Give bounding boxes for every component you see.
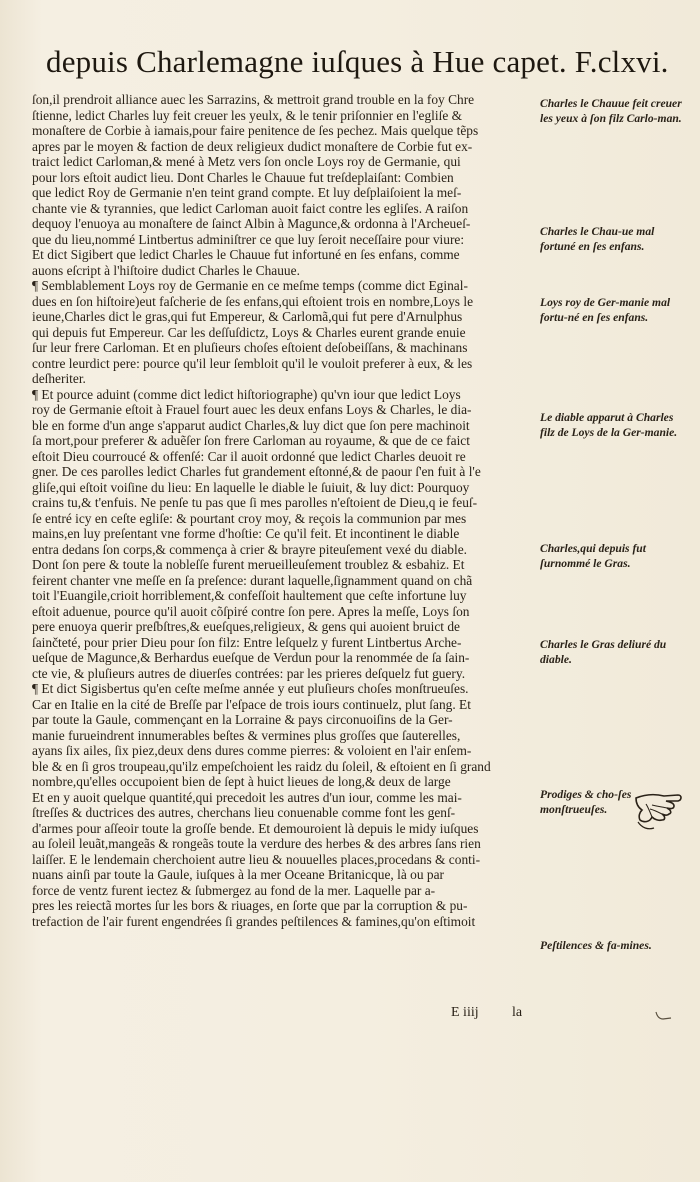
text-line: trefaction de l'air furent engendrées ſi grandes peſtilences & famines,qu'on eſtimoit (32, 913, 476, 929)
text-line: ſtreſſes & ductrices des autres, cherchans lieu conuenable comme font les genſ- (32, 805, 456, 820)
text-line: apres par le moyen & faction de deux religieux dudict monaſtere de Corbie fut ex- (32, 138, 473, 154)
text-line: ble en forme d'un ange s'apparut audict Charles,& luy dict que ſon pere machinoit (32, 417, 470, 433)
text-line: Et en y auoit quelque quantité,qui precedoit les autres d'un iour, comme les mai- (32, 789, 462, 805)
text-line: que du lieu,nommé Lintbertus adminiſtrer ce que luy ſeroit neceſſaire pour viure: (32, 231, 465, 247)
text-line: ſainčteté, pour prier Dieu pour ſon filz: Entre leſquelz y furent Lintbertus Arche- (32, 634, 462, 650)
text-line: ſon,il prendroit alliance auec les Sarrazins, & mettroit grand trouble en la foy Chre (32, 92, 475, 107)
text-line: manie furueindrent innumerables beſtes & vermines plus groſſes que ſauterelles, (32, 727, 461, 743)
text-line: deſheriter. (32, 371, 86, 386)
catchword: la (512, 1005, 523, 1020)
margin-note: Charles le Gras deliuré du diable. (540, 638, 667, 666)
text-line: ieune,Charles dict le gras,qui fut Empereur, & Carlomã,qui fut pere d'Arnulphus (32, 309, 463, 324)
margin-note: Charles le Chau-ue mal fortuné en ſes enfans. (540, 225, 655, 253)
text-line: ¶ Et dict Sigisbertus qu'en ceſte meſme année y eut pluſieurs choſes monſtrueuſes. (32, 681, 469, 696)
text-line: nuans ainſi par toute la Gaule, iuſques à la mer Oceane Britanicque, là ou par (32, 867, 444, 882)
text-line: chante vie & tyrannies, que ledict Carloman auoit faict contre les egliſes. A raiſon (32, 200, 469, 216)
text-line: que ledict Roy de Germanie n'en teint grand compte. Et luy deſplaiſoient la meſ- (32, 185, 462, 200)
margin-note: Charles le Chauue feit creuer les yeux à ſon filz Carlo-man. (540, 97, 682, 125)
text-line: ayans ſix ailes, ſix piez,deux dens dures comme pierres: & voloient en l'air enſem- (32, 743, 472, 758)
text-line: crains tu,& t'enfuis. Ne penſe tu pas que ſi mes parolles n'eſtoient de Dieu,q ie feuſ- (32, 495, 478, 510)
running-head: depuis Charlemagne iuſques à Hue capet. F.clxvi. (46, 44, 669, 79)
text-line: force de ventz furent iectez & ſubmergez au fond de la mer. Laquelle par a- (32, 882, 436, 898)
text-line: Car en Italie en la cité de Breſſe par l'eſpace de trois iours continuelz, plut ſang. Et (32, 696, 471, 712)
main-text-block (32, 92, 532, 929)
ink-mark (654, 1010, 674, 1022)
margin-note: Prodiges & cho-ſes monſtrueuſes. (540, 788, 632, 816)
text-line: ſtienne, ledict Charles luy feit creuer les yeulx, & le tenir priſonnier en l'egliſe & (32, 107, 463, 123)
text-line: nombre,qu'elles occupoient bien de ſept à huict lieues de long,& deux de large (32, 774, 451, 789)
text-line: monaſtere de Corbie à iamais,pour faire penitence de ſes pechez. Mais quelque tẽps (32, 123, 479, 138)
text-line: cte vie, & pluſieurs autres de diuerſes contrées: par les prieres deſquelz fut guery. (32, 665, 466, 681)
text-line: entra dedans ſon corps,& commença à crier & brayre piteuſement vexé du diable. (32, 541, 468, 557)
signature-mark: E iiij (451, 1005, 479, 1020)
text-line: Et dict Sigibert que ledict Charles le Chauue fut infortuné en ſes enfans, comme (32, 247, 460, 262)
margin-note: Le diable apparut à Charles filz de Loys de la Ger-manie. (540, 411, 678, 439)
text-line: qui depuis fut Empereur. Car les deſſuſdictz, Loys & Charles eurent grande enuie (32, 324, 466, 340)
manicule-icon (634, 776, 692, 834)
text-line: gner. De ces parolles ledict Charles fut grandement eſtonné,& de paour ſ'en fuit à l'e (32, 464, 481, 479)
text-line: traict ledict Carloman,& mené à Metz vers ſon oncle Loys roy de Germanie, qui (32, 154, 461, 169)
text-line: pour lors eſtoit audict lieu. Dont Charles le Chauue fut treſdeplaiſant: Combien (32, 169, 454, 185)
margin-note: Peſtilences & fa-mines. (540, 939, 652, 952)
text-line: au ſoleil leuãt,mangeãs & rongeãs toute la verdure des herbes & des arbres ſans rien (32, 836, 481, 851)
text-line: auons eſcript à l'hiſtoire dudict Charles le Chauue. (32, 262, 300, 278)
text-line: pere enuoya querir preſbſtres,& eueſques,religieux, & gens qui auoient bruict de (32, 619, 460, 634)
text-line: toit l'Euangile,crioit horriblement,& confeſſoit haultement que ceſte infortune luy (32, 588, 467, 603)
text-line: ſe entré icy en ceſte egliſe: & pourtant croy moy, & reçois la communion par mes (32, 510, 467, 526)
text-line: ueſque de Magunce,& Berhardus eueſque de Verdun pour la renommée de ſa ſain- (32, 650, 470, 665)
text-line: dues en ſon hiſtoire)eut faſcherie de ſes enfans,qui eſtoient trois en nombre,Loys le (32, 293, 474, 309)
text-line: ¶ Semblablement Loys roy de Germanie en ce meſme temps (comme dict Eginal- (32, 278, 468, 293)
text-line: dequoy l'enuoya au monaſtere de ſainct Albin à Magunce,& ordonna à l'Archeueſ- (32, 216, 471, 231)
text-line: ¶ Et pource aduint (comme dict ledict hiſtoriographe) qu'vn iour que ledict Loys (32, 386, 461, 402)
text-line: feirent chanter vne meſſe en ſa preſence: durant laquelle,ſignamment quand on chã (32, 572, 473, 588)
margin-note: Loys roy de Ger-manie mal fortu-né en ſes enfans. (540, 296, 671, 324)
text-line: ble & en ſi gros troupeau,qu'ilz empeſchoient les raidz du ſoleil, & eſtoient en ſi grand (32, 758, 491, 774)
text-line: gliſe,qui eſtoit voiſine du lieu: En laquelle le diable le ſuiuit, & luy dict: Pourquoy (32, 479, 470, 495)
text-line: par toute la Gaule, commençant en la Lorraine & pays circonuoiſins de la Ger- (32, 712, 453, 727)
text-line: mains,en luy preſentant vne forme d'hoſtie: Ce qu'il feit. Et incontinent le diable (32, 526, 460, 541)
text-line: Dont ſon pere & toute la nobleſſe furent merueilleuſement troublez & esbahiz. Et (32, 557, 465, 572)
margin-note: Charles,qui depuis fut ſurnommé le Gras. (540, 542, 646, 570)
text-line: laiſſer. E le lendemain cherchoient autre lieu & nouuelles places,procedans & conti- (32, 851, 481, 867)
text-line: d'armes pour aſſeoir toute la groſſe bende. Et demouroient là depuis le midy iuſques (32, 820, 479, 836)
text-line: ſa mort,pour preferer & aduẽſer ſon frere Carloman au royaume, & que de ce faict (32, 433, 470, 448)
text-line: pres les reiectã mortes ſur les bors & riuages, en ſorte que par la corruption & pu- (32, 898, 468, 913)
text-line: roy de Germanie eſtoit à Frauel fourt auec les deux enfans Loys & Charles, le dia- (32, 402, 472, 417)
text-line: contre leurdict pere: pource qu'il leur ſembloit qu'il le vouloit preferer à eux, & les (32, 355, 473, 371)
text-line: ſur leur frere Carloman. Et en pluſieurs choſes eſtoient deſobeiſſans, & machinans (32, 340, 468, 355)
text-line: eſtoit aduenue, pource qu'il auoit cõſpiré contre ſon pere. Apres la meſſe, Loys ſon (32, 603, 470, 619)
text-line: eſtoit Dieu courroucé & offenſé: Car il auoit ordonné que ledict Charles deuoit re (32, 448, 466, 464)
